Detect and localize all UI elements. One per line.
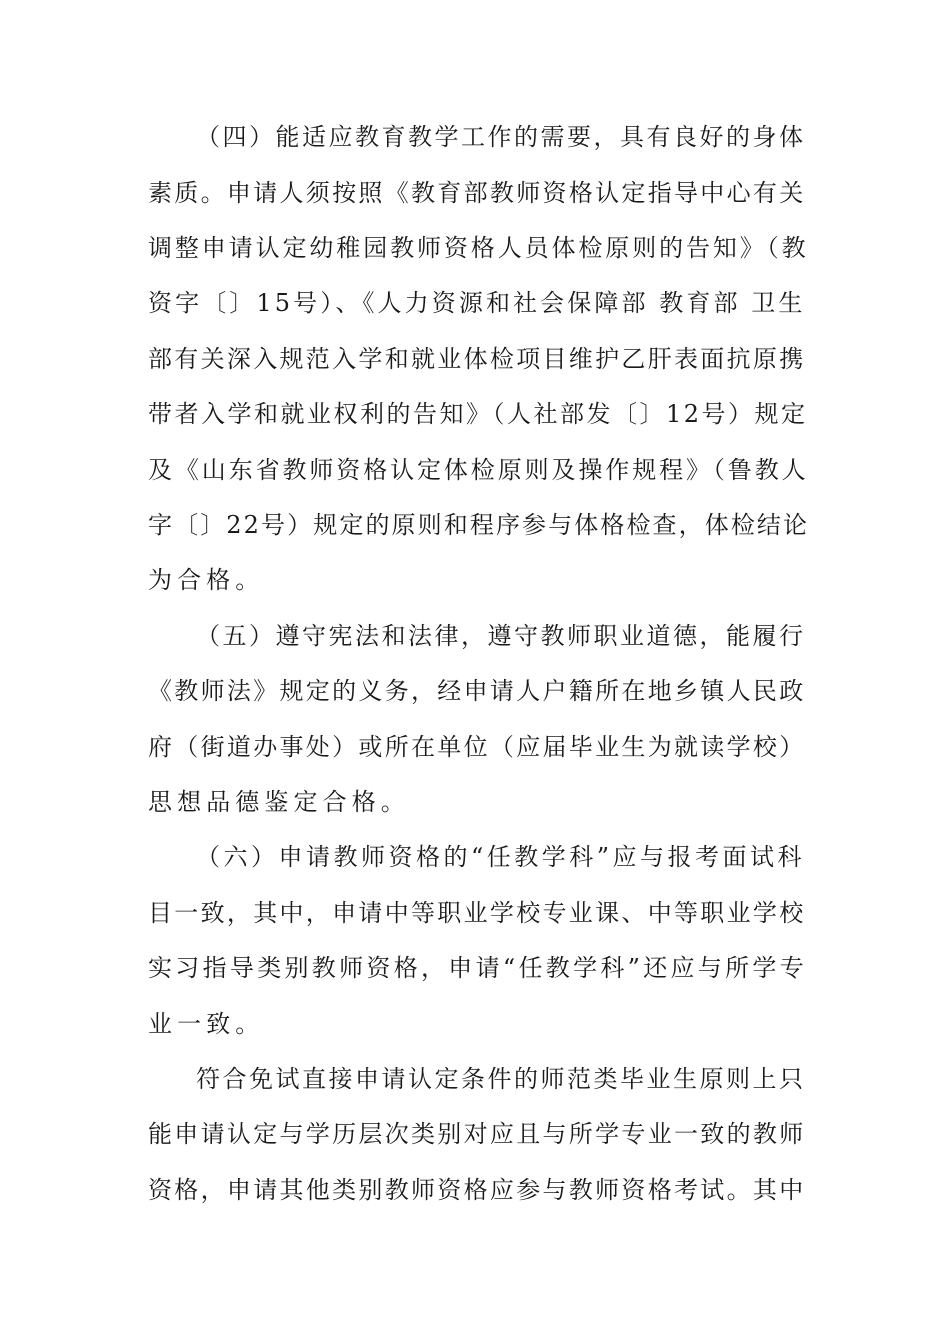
paragraph-4-line-9: 为合格。 xyxy=(148,566,265,594)
paragraph-6-line-1: （六）申请教师资格的“任教学科”应与报考面试科 xyxy=(196,843,806,871)
paragraph-5-line-2: 《教师法》规定的义务，经申请人户籍所在地乡镇人民政 xyxy=(148,677,806,705)
paragraph-5-line-4: 思想品德鉴定合格。 xyxy=(148,788,410,816)
paragraph-6-line-3: 实习指导类别教师资格，申请“任教学科”还应与所学专 xyxy=(148,954,808,982)
paragraph-4-line-8: 字〔〕22号）规定的原则和程序参与体格检查，体检结论 xyxy=(148,511,810,539)
paragraph-4-line-6: 带者入学和就业权利的告知》（人社部发〔〕12号）规定 xyxy=(148,400,808,428)
paragraph-4-line-3: 调整申请认定幼稚园教师资格人员体检原则的告知》（教 xyxy=(148,234,809,262)
paragraph-6-line-2: 目一致，其中，申请中等职业学校专业课、中等职业学校 xyxy=(148,899,806,927)
paragraph-5-line-1: （五）遵守宪法和法律，遵守教师职业道德，能履行 xyxy=(196,622,806,650)
paragraph-4-line-4: 资字〔〕15号）、《人力资源和社会保障部 教育部 卫生 xyxy=(148,289,806,317)
paragraph-4-line-5: 部有关深入规范入学和就业体检项目维护乙肝表面抗原携 xyxy=(148,345,806,373)
paragraph-5-line-3: 府（街道办事处）或所在单位（应届毕业生为就读学校） xyxy=(148,733,806,761)
paragraph-4-line-1: （四）能适应教育教学工作的需要，具有良好的身体 xyxy=(196,123,806,151)
paragraph-6-line-4: 业一致。 xyxy=(148,1010,265,1038)
paragraph-7-line-2: 能申请认定与学历层次类别对应且与所学专业一致的教师 xyxy=(148,1120,806,1148)
paragraph-4-line-2: 素质。申请人须按照《教育部教师资格认定指导中心有关 xyxy=(148,179,806,207)
paragraph-7-line-1: 符合免试直接申请认定条件的师范类毕业生原则上只 xyxy=(196,1065,806,1093)
paragraph-7-line-3: 资格，申请其他类别教师资格应参与教师资格考试。其中 xyxy=(148,1176,806,1204)
paragraph-4-line-7: 及《山东省教师资格认定体检原则及操作规程》（鲁教人 xyxy=(148,456,809,484)
